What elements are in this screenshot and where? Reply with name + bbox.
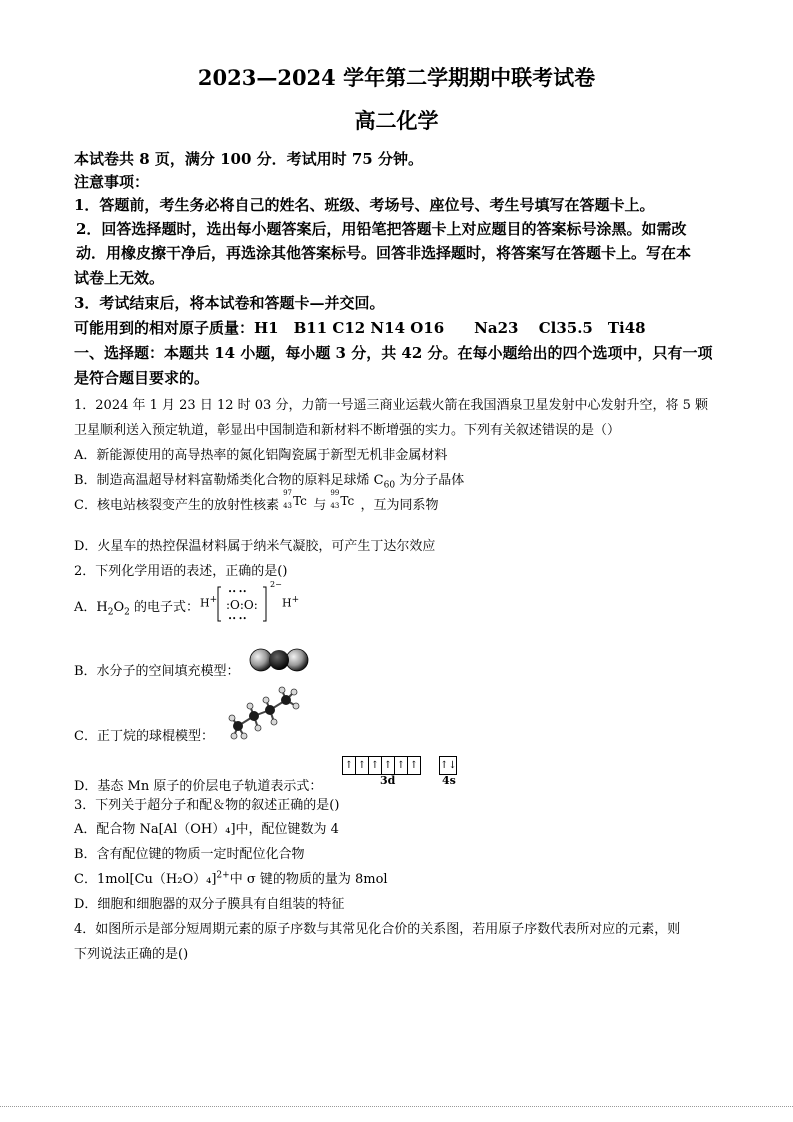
- q2-a-sub1: 2: [107, 607, 114, 618]
- nuclide-tc97: [283, 489, 309, 512]
- q1-option-c: [74, 489, 439, 513]
- orbital-3d-6: ↑: [407, 756, 421, 775]
- orbital-3d-5: ↑: [394, 756, 408, 775]
- q3-option-c-text: C．1mol[Cu（H₂O）₄]: [74, 872, 217, 887]
- label-3d: 3d: [380, 774, 396, 787]
- nuclide-tc97-symbol: Tc: [293, 494, 307, 508]
- q2-option-a: [74, 596, 199, 618]
- q1-option-b: [74, 469, 464, 491]
- q3-option-d: D．细胞和细胞器的双分子膜具有自组装的特征: [74, 897, 345, 912]
- q1-option-d: D．火星车的热控保温材料属于纳米气凝胶，可产生丁达尔效应: [74, 539, 436, 554]
- orbital-3d-1: ↑: [342, 756, 356, 775]
- orbital-3d-2: ↑: [355, 756, 369, 775]
- q1-option-c-mid: 与: [313, 498, 327, 513]
- notice-2-line2: 动．用橡皮擦干净后，再选涂其他答案标号。回答非选择题时，将答案写在答题卡上。写在本: [76, 244, 692, 262]
- q3-option-b: B．含有配位键的物质一定时配位化合物: [74, 847, 305, 862]
- q4-stem-line2: 下列说法正确的是(): [74, 947, 189, 962]
- water-space-filling-model: [248, 646, 310, 674]
- q1-option-a: A．新能源使用的高导热率的氮化铝陶瓷属于新型无机非金属材料: [74, 448, 448, 463]
- exam-intro: 本试卷共 8 页，满分 100 分．考试用时 75 分钟。: [74, 150, 423, 168]
- q4-stem-line1: 4．如图所示是部分短周期元素的原子序数与其常见化合价的关系图，若用原子序数代表所对应的元素，则: [74, 922, 681, 937]
- nuclide-tc97-mass: 97: [283, 489, 293, 497]
- q3-stem: 3．下列关于超分子和配＆物的叙述正确的是(): [74, 798, 340, 813]
- q1-option-b-post: 为分子晶体: [395, 473, 465, 488]
- q3-option-c-sup: 2+: [216, 870, 230, 881]
- orbital-3d-3: ↑: [368, 756, 382, 775]
- q2-a-sub2: 2: [124, 607, 130, 618]
- q2-stem: 2．下列化学用语的表述，正确的是(): [74, 564, 288, 579]
- mn-3d-orbitals: [343, 753, 421, 775]
- atomic-masses: 可能用到的相对原子质量：H1 B11 C12 N14 O16 Na23 Cl35.5 Ti48: [74, 319, 646, 337]
- q2-option-c: C．正丁烷的球棍模型：: [74, 729, 214, 744]
- nuclide-tc99-symbol: Tc: [340, 494, 355, 508]
- q3-option-a: A．配合物 Na[Al（OH）₄]中，配位键数为 4: [74, 822, 339, 837]
- q1-option-b-text: B．制造高温超导材料富勒烯类化合物的原料足球烯 C: [74, 473, 384, 488]
- q2-option-a-text: A．H: [74, 600, 108, 615]
- orbital-4s: ↑↓: [439, 756, 457, 775]
- nuclide-tc97-z: 43: [283, 502, 293, 510]
- svg-text:•• ••: •• ••: [228, 588, 247, 596]
- q2-option-b: B．水分子的空间填充模型：: [74, 664, 240, 679]
- label-4s: 4s: [442, 774, 456, 787]
- butane-ball-stick-model: [228, 686, 302, 740]
- q1-stem-line1: 1．2024 年 1 月 23 日 12 时 03 分，力箭一号遥三商业运载火箭在我国酒泉卫星发射中心发射升空，将 5 颗: [74, 398, 708, 413]
- q2-option-d: D．基态 Mn 原子的价层电子轨道表示式：: [74, 779, 323, 794]
- q2-a-post: 的电子式：: [129, 600, 200, 615]
- q1-stem-line2: 卫星顺利送入预定轨道，彰显出中国制造和新材料不断增强的实力。下列有关叙述错误的是（）: [74, 423, 621, 438]
- mn-4s-orbital: [440, 753, 457, 775]
- h-plus-right: H+: [282, 595, 300, 610]
- subject-title: 高二化学: [354, 108, 439, 133]
- notice-1: 1．答题前，考生务必将自己的姓名、班级、考场号、座位号、考生号填写在答题卡上。: [74, 196, 655, 214]
- q1-option-b-sub: 60: [383, 480, 396, 491]
- q3-option-c: [74, 868, 388, 887]
- q2-a-o: O: [113, 600, 125, 615]
- page-bottom-rule: [0, 1106, 793, 1107]
- svg-text::O:O:: :O:O:: [226, 598, 258, 612]
- orbital-3d-4: ↑: [381, 756, 395, 775]
- nuclide-tc99-z: 43: [330, 502, 340, 510]
- notice-2-line3: 试卷上无效。: [74, 269, 165, 287]
- q1-option-c-post: ，互为同系物: [360, 498, 439, 513]
- section-1-line1: 一、选择题：本题共 14 小题，每小题 3 分，共 42 分。在每小题给出的四个选项中，只有一项: [74, 344, 713, 362]
- peroxide-bracket: [216, 584, 274, 624]
- exam-title: 2023—2024 学年第二学期期中联考试卷: [197, 65, 596, 90]
- h2o2-electron-formula: [200, 580, 300, 624]
- notice-title: 注意事项：: [74, 173, 150, 191]
- q1-option-c-text: C．核电站核裂变产生的放射性核素: [74, 498, 279, 513]
- h-plus-left: H+: [200, 595, 218, 610]
- q3-option-c-post: 中 σ 键的物质的量为 8mol: [229, 872, 388, 887]
- notice-2-line1: 2．回答选择题时，选出每小题答案后，用铅笔把答题卡上对应题目的答案标号涂黑。如需改: [76, 220, 687, 238]
- notice-3: 3．考试结束后，将本试卷和答题卡—并交回。: [74, 294, 385, 312]
- nuclide-tc99: [330, 489, 356, 512]
- section-1-line2: 是符合题目要求的。: [74, 369, 210, 387]
- peroxide-charge: 2−: [270, 580, 282, 589]
- nuclide-tc99-mass: 99: [330, 489, 340, 497]
- svg-text:•• ••: •• ••: [228, 615, 247, 623]
